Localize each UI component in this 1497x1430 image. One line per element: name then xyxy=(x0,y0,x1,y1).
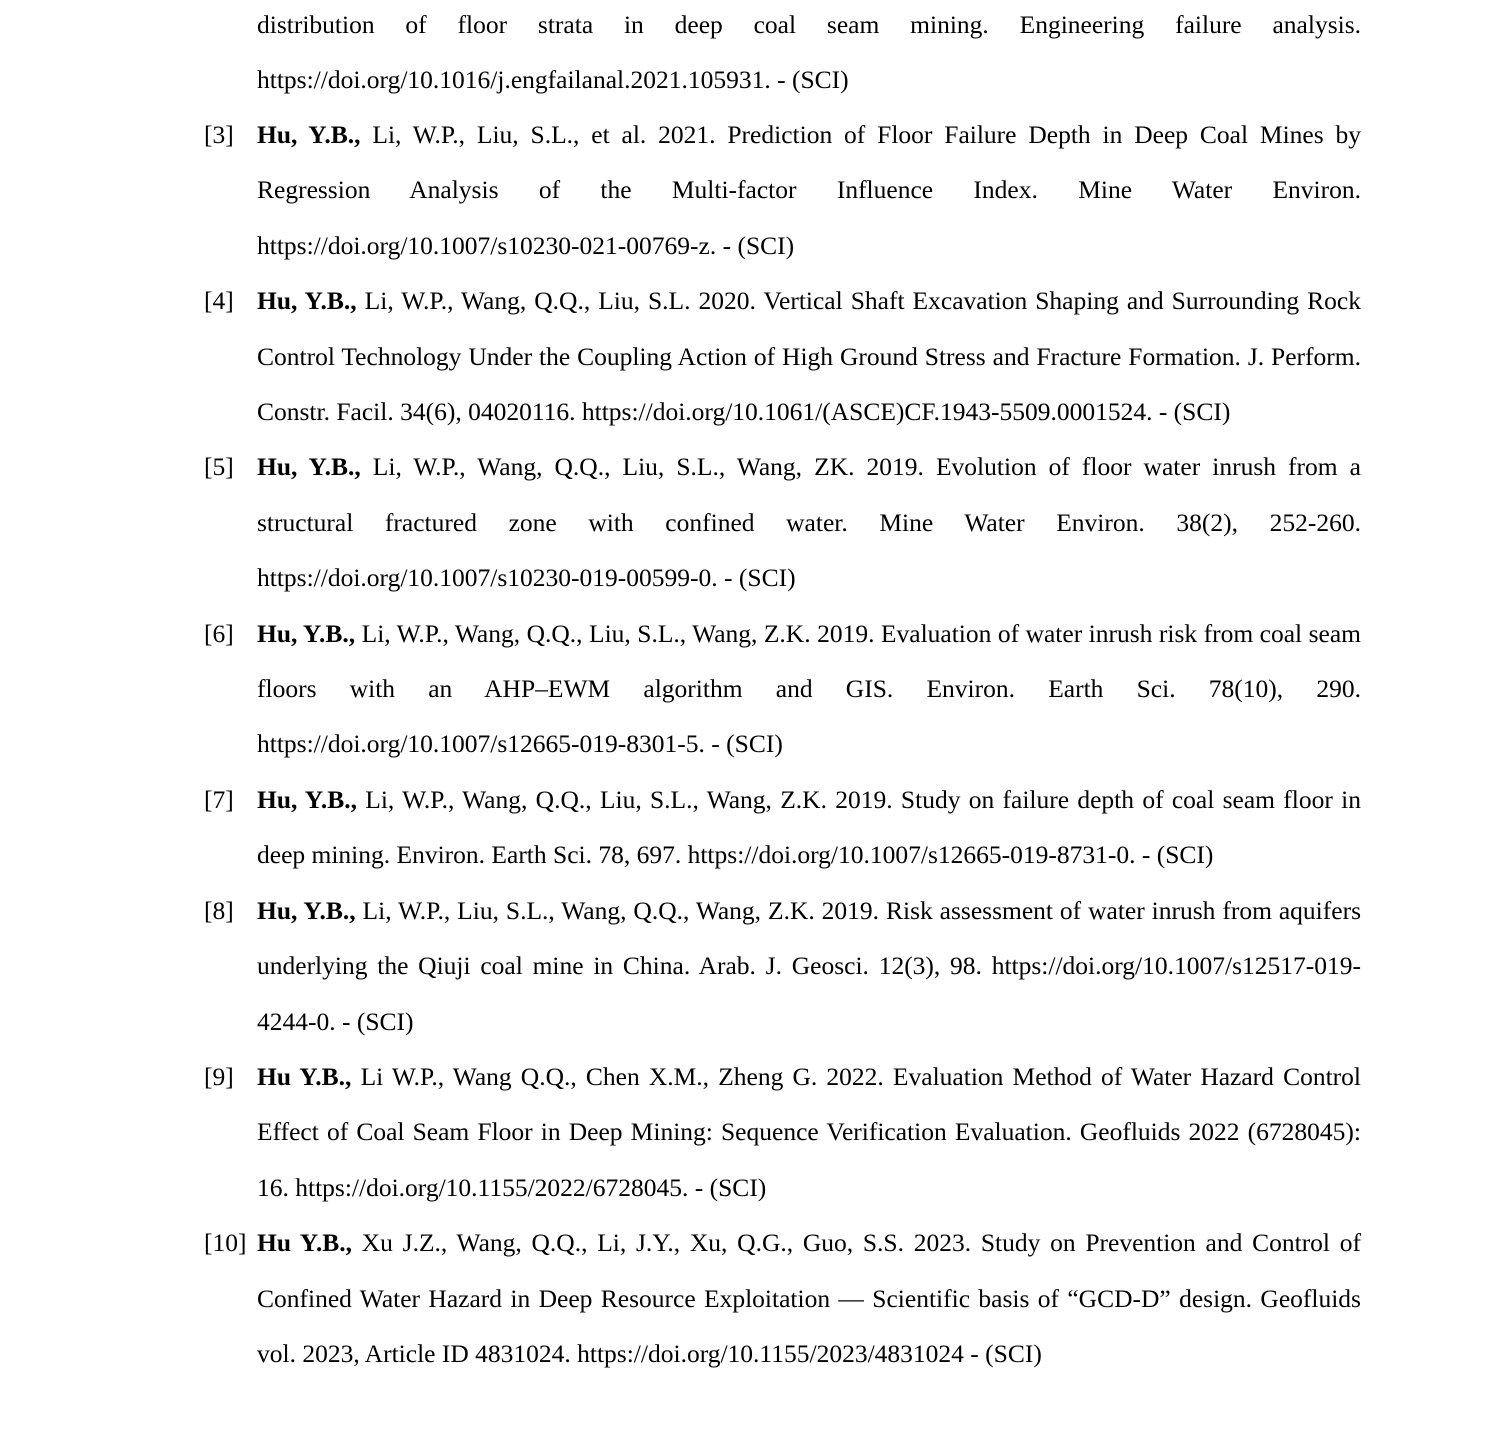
reference-item xyxy=(204,883,1361,1049)
reference-lead-author: Hu, Y.B., xyxy=(257,618,356,648)
reference-number: [6] xyxy=(204,618,234,648)
reference-text xyxy=(257,883,1361,1049)
reference-text xyxy=(257,1215,1361,1381)
reference-item xyxy=(204,772,1361,883)
reference-text xyxy=(257,439,1361,605)
reference-text xyxy=(257,772,1361,883)
reference-text xyxy=(257,1049,1361,1215)
reference-lead-author: Hu, Y.B., xyxy=(257,784,357,814)
reference-lead-author: Hu, Y.B., xyxy=(257,452,361,482)
reference-number: [10] xyxy=(204,1228,247,1258)
reference-continuation-text: distribution of floor strata in deep coal seam mining. Engineering failure analysis. https://doi.org/10.1016/j.engfailanal.2021.105931. - (SCI) xyxy=(257,10,1361,95)
reference-list xyxy=(204,107,1361,1381)
reference-details: Li, W.P., Wang, Q.Q., Liu, S.L., Wang, Z.K. 2019. Study on failure depth of coal seam floor in deep mining. Environ. Earth Sci. 78, 697. https://doi.org/10.1007/s12665-019-8731-0. - (SCI) xyxy=(257,784,1361,870)
reference-number: [5] xyxy=(204,452,234,482)
reference-lead-author: Hu Y.B., xyxy=(257,1061,352,1091)
reference-item xyxy=(204,273,1361,439)
reference-item xyxy=(204,1215,1361,1381)
reference-details: Li, W.P., Liu, S.L., et al. 2021. Prediction of Floor Failure Depth in Deep Coal Mines by Regression Analysis of the Multi-factor Influence Index. Mine Water Environ. https://doi.org/10.1007/s10230-021-00769-z. - (SCI) xyxy=(257,120,1361,260)
reference-details: Xu J.Z., Wang, Q.Q., Li, J.Y., Xu, Q.G., Guo, S.S. 2023. Study on Prevention and Control of Confined Water Hazard in Deep Resource Exploitation — Scientific basis of “GCD-D” design. Geofluids vol. 2023, Article ID 4831024. https://doi.org/10.1155/2023/4831024 - (SCI) xyxy=(257,1228,1361,1368)
reference-details: Li, W.P., Wang, Q.Q., Liu, S.L., Wang, Z.K. 2019. Evaluation of water inrush risk from coal seam floors with an AHP–EWM algorithm and GIS. Environ. Earth Sci. 78(10), 290. https://doi.org/10.1007/s12665-019-8301-5. - (SCI) xyxy=(257,618,1362,759)
reference-lead-author: Hu Y.B., xyxy=(257,1228,353,1258)
reference-number: [4] xyxy=(204,286,234,316)
reference-number: [7] xyxy=(204,784,234,814)
reference-number: [8] xyxy=(204,895,234,925)
reference-lead-author: Hu, Y.B., xyxy=(257,895,356,925)
reference-continuation xyxy=(257,0,1361,108)
reference-details: Li W.P., Wang Q.Q., Chen X.M., Zheng G. 2022. Evaluation Method of Water Hazard Control Effect of Coal Seam Floor in Deep Mining: Sequence Verification Evaluation. Geofluids 2022 (6728045): 16. https://doi.org/10.1155/2022/6728045. - (SCI) xyxy=(257,1061,1361,1202)
reference-text xyxy=(257,107,1361,273)
reference-details: Li, W.P., Liu, S.L., Wang, Q.Q., Wang, Z.K. 2019. Risk assessment of water inrush from aquifers underlying the Qiuji coal mine in China. Arab. J. Geosci. 12(3), 98. https://doi.org/10.1007/s12517-019-4244-0. - (SCI) xyxy=(257,895,1361,1036)
reference-lead-author: Hu, Y.B., xyxy=(257,286,357,316)
reference-details: Li, W.P., Wang, Q.Q., Liu, S.L. 2020. Vertical Shaft Excavation Shaping and Surrounding Rock Control Technology Under the Coupling Action of High Ground Stress and Fracture Formation. J. Perform. Constr. Facil. 34(6), 04020116. https://doi.org/10.1061/(ASCE)CF.1943-5509.0001524. - (SCI) xyxy=(257,286,1361,427)
reference-lead-author: Hu, Y.B., xyxy=(257,120,361,149)
reference-item xyxy=(204,439,1361,605)
reference-item xyxy=(204,1049,1361,1215)
reference-number: [3] xyxy=(204,120,234,149)
reference-text xyxy=(257,606,1361,772)
reference-number: [9] xyxy=(204,1061,234,1091)
reference-item xyxy=(204,107,1361,273)
reference-details: Li, W.P., Wang, Q.Q., Liu, S.L., Wang, ZK. 2019. Evolution of floor water inrush from a structural fractured zone with confined water. Mine Water Environ. 38(2), 252-260. https://doi.org/10.1007/s10230-019-00599-0. - (SCI) xyxy=(257,452,1361,593)
reference-item xyxy=(204,606,1361,772)
reference-text xyxy=(257,273,1361,439)
